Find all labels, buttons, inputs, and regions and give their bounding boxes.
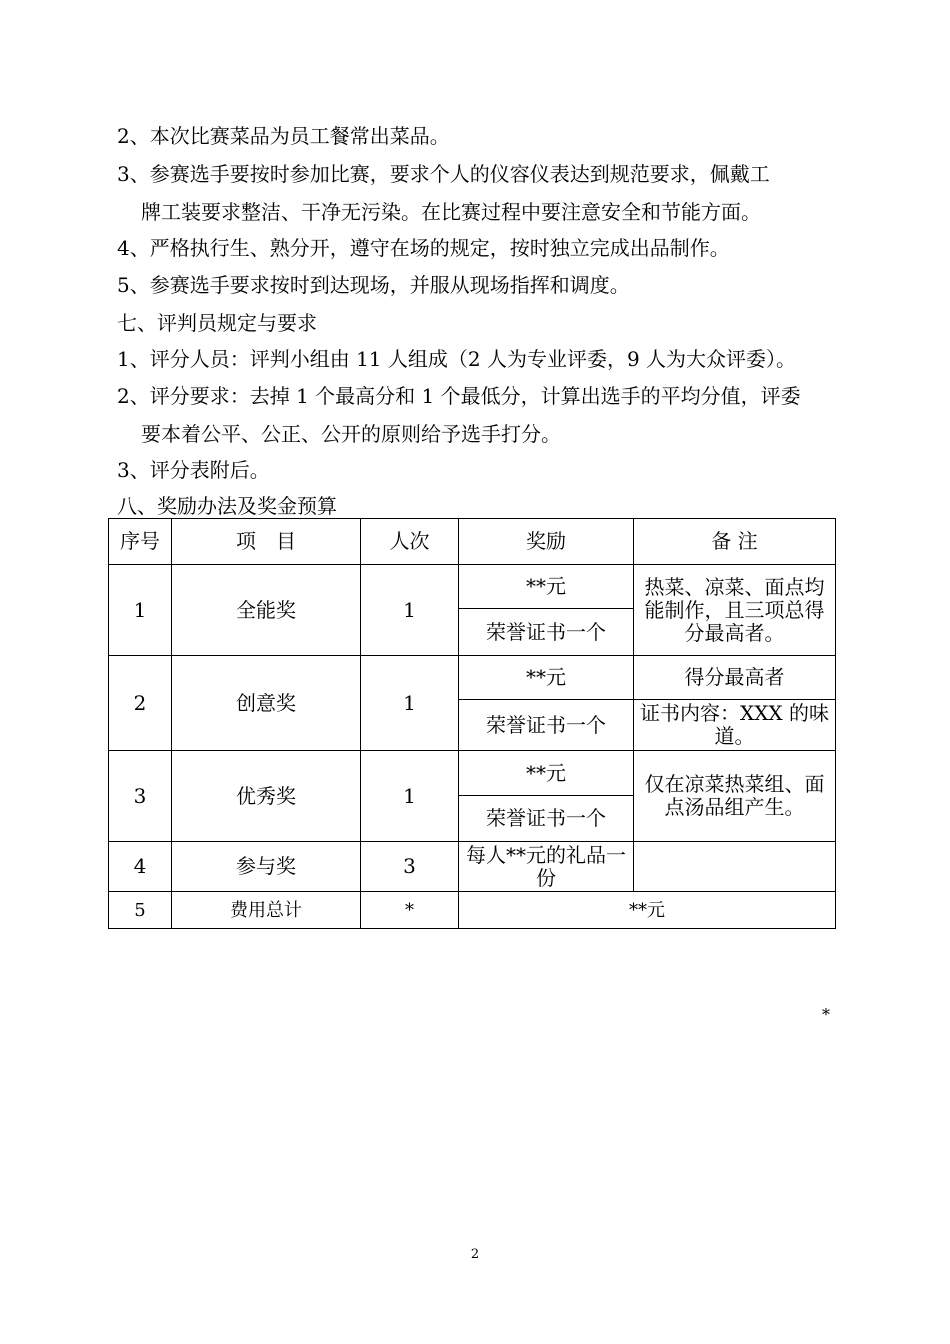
table-row (109, 892, 836, 929)
cell-no: 5 (109, 892, 172, 929)
footnote-star: * (822, 1005, 830, 1024)
judge-line-2-cont: 要本着公平、公正、公开的原则给予选手打分。 (141, 422, 561, 446)
header-note: 备 注 (634, 519, 836, 565)
cell-reward-certificate: 荣誉证书一个 (459, 700, 634, 751)
rule-line-4: 4、严格执行生、熟分开，遵守在场的规定，按时独立完成出品制作。 (117, 236, 730, 260)
cell-item: 参与奖 (172, 842, 361, 892)
cell-count: 3 (361, 842, 459, 892)
cell-note: 得分最高者 (634, 656, 836, 700)
cell-reward-cash: **元 (459, 751, 634, 796)
cell-note-certificate: 证书内容：XXX 的味道。 (634, 700, 836, 751)
section-heading-7: 七、评判员规定与要求 (117, 311, 317, 335)
cell-note (634, 842, 836, 892)
cell-reward-certificate: 荣誉证书一个 (459, 796, 634, 842)
page-number: 2 (470, 1247, 480, 1262)
rule-line-3: 3、参赛选手要按时参加比赛，要求个人的仪容仪表达到规范要求，佩戴工 (117, 162, 770, 186)
cell-note: 热菜、凉菜、面点均能制作，且三项总得分最高者。 (634, 565, 836, 656)
cell-item: 优秀奖 (172, 751, 361, 842)
table-row (109, 842, 836, 892)
cell-reward: 每人**元的礼品一份 (459, 842, 634, 892)
header-count: 人次 (361, 519, 459, 565)
table-row (109, 751, 836, 796)
cell-count: 1 (361, 565, 459, 656)
award-table (108, 518, 836, 929)
table-header-row (109, 519, 836, 565)
cell-note: 仅在凉菜热菜组、面点汤品组产生。 (634, 751, 836, 842)
header-item: 项 目 (172, 519, 361, 565)
cell-total: **元 (459, 892, 836, 929)
cell-item: 费用总计 (172, 892, 361, 929)
judge-line-3: 3、评分表附后。 (117, 458, 270, 482)
cell-item: 全能奖 (172, 565, 361, 656)
cell-no: 3 (109, 751, 172, 842)
table-row (109, 565, 836, 609)
cell-no: 2 (109, 656, 172, 751)
cell-item: 创意奖 (172, 656, 361, 751)
header-reward: 奖励 (459, 519, 634, 565)
cell-no: 1 (109, 565, 172, 656)
cell-count: 1 (361, 751, 459, 842)
rule-line-2: 2、本次比赛菜品为员工餐常出菜品。 (117, 124, 450, 148)
cell-no: 4 (109, 842, 172, 892)
section-heading-8: 八、奖励办法及奖金预算 (117, 494, 337, 518)
judge-line-1: 1、评分人员：评判小组由 11 人组成（2 人为专业评委，9 人为大众评委）。 (117, 347, 797, 371)
header-no: 序号 (109, 519, 172, 565)
cell-reward-certificate: 荣誉证书一个 (459, 609, 634, 656)
rule-line-3-cont: 牌工装要求整洁、干净无污染。在比赛过程中要注意安全和节能方面。 (141, 200, 761, 224)
cell-count: * (361, 892, 459, 929)
cell-reward-cash: **元 (459, 656, 634, 700)
cell-count: 1 (361, 656, 459, 751)
cell-reward-cash: **元 (459, 565, 634, 609)
table-row (109, 656, 836, 700)
judge-line-2: 2、评分要求：去掉 1 个最高分和 1 个最低分，计算出选手的平均分值，评委 (117, 384, 801, 408)
rule-line-5: 5、参赛选手要求按时到达现场，并服从现场指挥和调度。 (117, 273, 630, 297)
